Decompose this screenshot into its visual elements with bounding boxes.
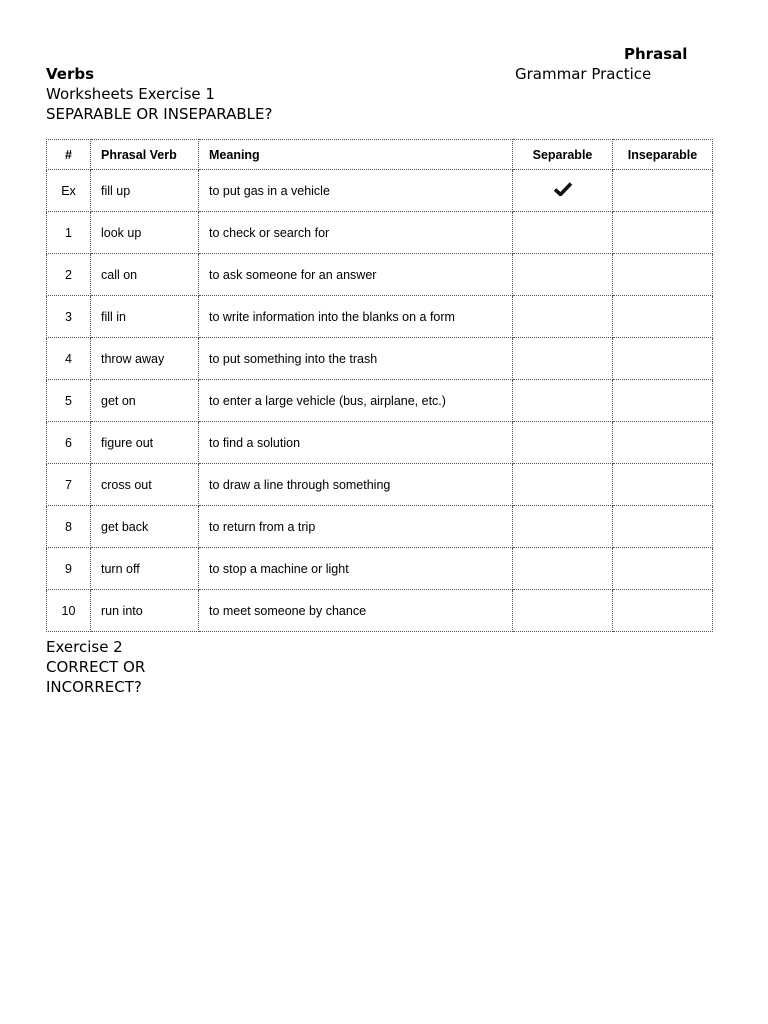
row-number: 8 — [47, 506, 91, 548]
row-meaning: to return from a trip — [199, 506, 513, 548]
row-phrasal-verb: call on — [91, 254, 199, 296]
subtitle: Worksheets Exercise 1 — [46, 85, 215, 103]
row-meaning: to put something into the trash — [199, 338, 513, 380]
row-meaning: to write information into the blanks on a form — [199, 296, 513, 338]
separable-cell[interactable] — [513, 590, 613, 632]
inseparable-cell[interactable] — [613, 212, 713, 254]
separable-cell[interactable] — [513, 548, 613, 590]
table-row — [47, 464, 713, 506]
row-number: 2 — [47, 254, 91, 296]
table-row — [47, 590, 713, 632]
exercise-2-title: Exercise 2 — [46, 638, 123, 656]
exercise-2-line-1: CORRECT OR — [46, 658, 146, 676]
separable-cell[interactable] — [513, 422, 613, 464]
row-phrasal-verb: look up — [91, 212, 199, 254]
row-phrasal-verb: run into — [91, 590, 199, 632]
column-header-meaning: Meaning — [199, 140, 513, 170]
row-number: 3 — [47, 296, 91, 338]
row-meaning: to ask someone for an answer — [199, 254, 513, 296]
column-header-number: # — [47, 140, 91, 170]
row-meaning: to stop a machine or light — [199, 548, 513, 590]
inseparable-cell[interactable] — [613, 296, 713, 338]
table-header-row — [47, 140, 713, 170]
separable-cell[interactable] — [513, 254, 613, 296]
separable-cell[interactable] — [513, 464, 613, 506]
row-phrasal-verb: fill up — [91, 170, 199, 212]
column-header-phrasal-verb: Phrasal Verb — [91, 140, 199, 170]
separable-cell[interactable] — [513, 506, 613, 548]
phrasal-verb-table — [46, 139, 713, 632]
row-meaning: to check or search for — [199, 212, 513, 254]
separable-cell[interactable] — [513, 380, 613, 422]
instruction: SEPARABLE OR INSEPARABLE? — [46, 105, 273, 123]
row-phrasal-verb: cross out — [91, 464, 199, 506]
separable-cell[interactable] — [513, 170, 613, 212]
row-number: 10 — [47, 590, 91, 632]
row-phrasal-verb: figure out — [91, 422, 199, 464]
title-grammar-practice: Grammar Practice — [515, 65, 652, 83]
separable-cell[interactable] — [513, 296, 613, 338]
inseparable-cell[interactable] — [613, 464, 713, 506]
title-verbs: Verbs — [46, 65, 95, 83]
row-phrasal-verb: fill in — [91, 296, 199, 338]
row-number: 1 — [47, 212, 91, 254]
inseparable-cell[interactable] — [613, 506, 713, 548]
column-header-separable: Separable — [513, 140, 613, 170]
table-row — [47, 212, 713, 254]
separable-cell[interactable] — [513, 212, 613, 254]
row-phrasal-verb: turn off — [91, 548, 199, 590]
inseparable-cell[interactable] — [613, 380, 713, 422]
row-meaning: to meet someone by chance — [199, 590, 513, 632]
inseparable-cell[interactable] — [613, 548, 713, 590]
exercise-2-line-2: INCORRECT? — [46, 678, 142, 696]
row-number: 5 — [47, 380, 91, 422]
table-row — [47, 170, 713, 212]
row-number: 7 — [47, 464, 91, 506]
inseparable-cell[interactable] — [613, 170, 713, 212]
inseparable-cell[interactable] — [613, 590, 713, 632]
inseparable-cell[interactable] — [613, 422, 713, 464]
table-row — [47, 506, 713, 548]
table-row — [47, 254, 713, 296]
row-phrasal-verb: get back — [91, 506, 199, 548]
table-row — [47, 548, 713, 590]
row-meaning: to put gas in a vehicle — [199, 170, 513, 212]
row-meaning: to draw a line through something — [199, 464, 513, 506]
table-row — [47, 338, 713, 380]
title-phrasal: Phrasal — [624, 45, 688, 63]
row-meaning: to find a solution — [199, 422, 513, 464]
row-number: 4 — [47, 338, 91, 380]
table-row — [47, 296, 713, 338]
table-row — [47, 422, 713, 464]
column-header-inseparable: Inseparable — [613, 140, 713, 170]
row-number: 9 — [47, 548, 91, 590]
row-meaning: to enter a large vehicle (bus, airplane, etc.) — [199, 380, 513, 422]
row-number: 6 — [47, 422, 91, 464]
check-mark-icon — [554, 182, 572, 196]
row-phrasal-verb: get on — [91, 380, 199, 422]
inseparable-cell[interactable] — [613, 254, 713, 296]
row-phrasal-verb: throw away — [91, 338, 199, 380]
inseparable-cell[interactable] — [613, 338, 713, 380]
separable-cell[interactable] — [513, 338, 613, 380]
table-row — [47, 380, 713, 422]
row-number: Ex — [47, 170, 91, 212]
